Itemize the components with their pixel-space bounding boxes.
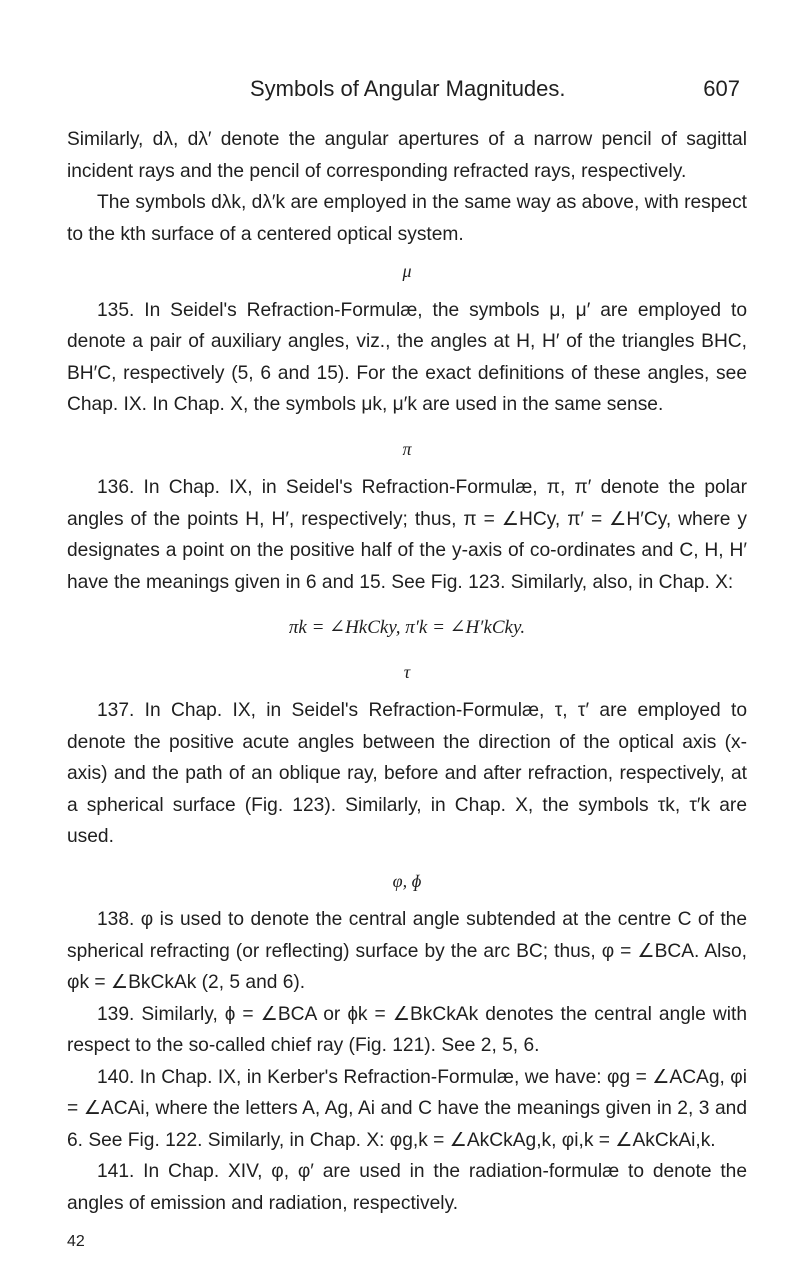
symbol-heading-tau: τ — [403, 661, 411, 682]
paragraph-sagittal-kth-surface: The symbols dλk, dλ′k are employed in the same way as above, with respect to the kth surface of a centered optical system. — [67, 192, 747, 245]
running-header — [130, 76, 740, 108]
paragraph-139: 139. Similarly, ɸ = ∠BCA or ɸk = ∠BkCkAk denotes the central angle with respect to the so-called chief ray (Fig. 121). See 2, 5, 6. — [67, 1003, 747, 1056]
running-title: Symbols of Angular Magnitudes. — [250, 76, 566, 101]
page-number: 607 — [703, 76, 740, 101]
paragraph-135: 135. In Seidel's Refraction-Formulæ, the symbols μ, μ′ are employed to denote a pair of auxiliary angles, viz., the angles at H, H′ of the triangles BHC, BH′C, respectively (5, 6 and 15). For the exact definitions of these angles, see Chap. IX. In Chap. X, the symbols μk, μ′k are used in the same sense. — [67, 299, 747, 415]
paragraph-140: 140. In Chap. IX, in Kerber's Refraction-Formulæ, we have: φg = ∠ACAg, φi = ∠ACAi, where the letters A, Ag, Ai and C have the meanings given in 2, 3 and 6. See Fig. 122. Similarly, in Chap. X: φg,k = ∠AkCkAg,k, φi,k = ∠AkCkAi,k. — [67, 1066, 747, 1151]
paragraph-136: 136. In Chap. IX, in Seidel's Refraction-Formulæ, π, π′ denote the polar angles of the points H, H′, respectively; thus, π = ∠HCy, π′ = ∠H′Cy, where y designates a point on the positive half of the y-axis of co-ordinates and C, H, H′ have the meanings given in 6 and 15. See Fig. 123. Similarly, also, in Chap. X: — [67, 477, 747, 593]
paragraph-141: 141. In Chap. XIV, φ, φ′ are used in the radiation-formulæ to denote the angles of emission and radiation, respectively. — [67, 1161, 747, 1214]
symbol-heading-pi: π — [402, 438, 412, 459]
printer-signature-mark: 42 — [67, 1233, 85, 1250]
page-body — [67, 124, 747, 1219]
symbol-heading-phi: φ, ɸ — [392, 870, 422, 891]
symbol-heading-mu: μ — [402, 261, 412, 281]
formula-polar-angles: πk = ∠HkCky, π′k = ∠H′kCky. — [288, 617, 526, 638]
paragraph-137: 137. In Chap. IX, in Seidel's Refraction-Formulæ, τ, τ′ are employed to denote the positive acute angles between the direction of the optical axis (x-axis) and the path of an oblique ray, before and after refraction, respectively, at a spherical surface (Fig. 123). Similarly, in Chap. X, the symbols τk, τ′k are used. — [67, 700, 747, 847]
paragraph-138: 138. φ is used to denote the central angle subtended at the centre C of the spherical refracting (or reflecting) surface by the arc BC; thus, φ = ∠BCA. Also, φk = ∠BkCkAk (2, 5 and 6). — [67, 909, 747, 993]
paragraph-sagittal-apertures: Similarly, dλ, dλ′ denote the angular apertures of a narrow pencil of sagittal incident rays and the pencil of corresponding refracted rays, respectively. — [67, 129, 747, 182]
